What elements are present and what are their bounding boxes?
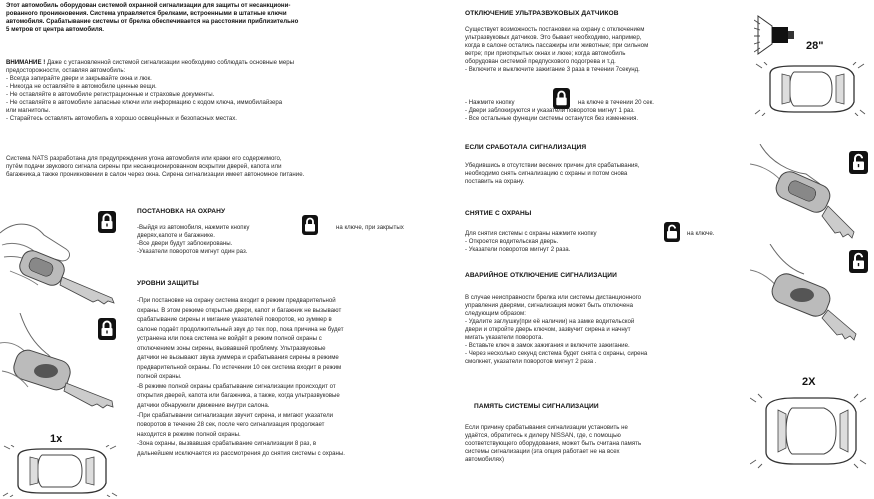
ultrasonic-line: - Все остальные функции системы останутся без изменения. [465,115,639,123]
triggered-line: поставить на охрану. [465,178,525,186]
intro-paragraph [6,2,442,34]
intro-line: 5 метров от центра автомобиля. [6,26,104,34]
lock-open-icon [849,151,868,174]
lock-closed-icon [98,211,116,233]
emergency-title: АВАРИЙНОЕ ОТКЛЮЧЕНИЕ СИГНАЛИЗАЦИИ [465,272,617,279]
ultrasonic-line: Существует возможность постановки на охрану с отключением [465,26,645,33]
ultrasonic-line: оборудован системой предпускового подогрева и т.д. [465,58,616,66]
emergency-line: управления дверями, сигнализация может быть отключена [465,302,633,310]
ultrasonic-press-a: - Нажмите кнопку [465,99,515,106]
lock-closed-icon [98,318,116,340]
triggered-line: необходимо снять сигнализацию с охраны и потом снова [465,170,628,178]
lock-badge-ultrasonic-inline [553,88,570,109]
levels-line: открытия дверей, капота или багажника, а также, когда ультразвуковые [137,392,340,400]
warning-line: Даже с установленной системой сигнализации необходимо соблюдать основные меры [46,59,295,66]
memory-line: Если причину срабатывания сигнализации установить не [465,424,628,431]
arming-line1a: -Выйдя из автомобиля, нажмите кнопку [137,224,250,231]
levels-line: -В режиме полной охраны срабатывание сигнализации происходит от [137,382,336,390]
memory-body [465,424,747,464]
arming-line: -Все двери будут заблокированы. [137,240,233,248]
car-topview-illustration-left [2,445,118,497]
arming-title: ПОСТАНОВКА НА ОХРАНУ [137,208,226,215]
warning-line: - Старайтесь оставлять автомобиль в хорошо освещённых и безопасных местах. [6,115,237,123]
lock-badge-middle [98,318,116,340]
disarm-body [465,238,747,254]
emergency-line: - Удалите заглушку(при её наличии) на замке водительской [465,318,635,326]
unlock-badge-right-middle [849,250,868,273]
levels-line: отключением зоны сирены, вызвавшей проблему. Ультразвуковые [137,344,326,352]
ultrasonic-line: - Двери заблокируются и указатели поворотов мигнут 1 раз. [465,107,635,114]
emergency-line: двери и откройте дверь ключом, зазвучит сирена и начнут [465,326,631,334]
emergency-line: - Вставьте ключ в замок зажигания и включите зажигание. [465,342,630,350]
levels-body [137,296,442,458]
emergency-line: смолкнет, указатели поворотов мигнут 2 раза . [465,358,597,366]
levels-line: дальнейшем исключается из рассмотрения до снятия системы с охраны. [137,449,345,457]
nats-line: Система NATS разработана для предупреждения угона автомобиля или кражи его содержимого, [6,155,282,162]
levels-line: датчики не вызывают звука зуммера и срабатывания сирены в режиме [137,354,339,362]
sensor-illustration [754,10,798,60]
memory-line: удаётся, обратитесь к дилеру NISSAN, где, с помощью [465,432,621,440]
emergency-body [465,294,747,366]
intro-line: автомобиля. Срабатывание системы от брелка обеспечивается на расстоянии приблизительно [6,18,299,26]
levels-line: охраны. В этом режиме открытые двери, капот и багажник не вызывают [137,306,342,314]
warning-line: - Никогда не оставляйте в автомобиле ценные вещи. [6,83,157,91]
warning-line: предосторожности, оставляя автомобиль: [6,67,126,75]
disarm-line: - Откроется водительская дверь. [465,238,559,245]
nats-line: путём подачи звукового сигнала сирены при несанкционированном вскрытии дверей, капота или [6,163,282,171]
ultrasonic-press-b: на ключе в течении 20 сек. [578,99,654,106]
levels-line: поворотов в течение 28 сек, после чего сигнализация продолжает [137,421,325,429]
warning-label: ВНИМАНИЕ ! [6,59,46,66]
memory-title: ПАМЯТЬ СИСТЕМЫ СИГНАЛИЗАЦИИ [474,403,599,410]
car-topview-illustration-right-top [754,62,866,116]
nats-line: багажника,а также проникновении в салон через окна. Сирена сигнализации имеет автономное питание. [6,171,305,179]
ultrasonic-rest [465,107,747,123]
levels-line: -При срабатывании сигнализации звучит сирена, и мигают указатели [137,411,334,419]
intro-line: рованного проникновения. Система управляется брелками, встроенными в штатные ключи [6,10,287,18]
levels-line: устранена или пока система не войдёт в режим полной охраны с [137,335,322,343]
levels-line: находится в режиме полной охраны. [137,430,241,438]
memory-line: автомобилях) [465,456,505,464]
emergency-line: В случае неисправности брелка или системы дистанционного [465,294,642,301]
flash-count-2x: 2X [802,376,816,388]
intro-line: Этот автомобиль оборудован системой охранной сигнализации для защиты от несанкциони- [6,2,291,9]
lock-open-icon [849,250,868,273]
levels-line: -При постановке на охрану система входит в режим предварительной [137,297,336,304]
ultrasonic-line: ветре; при приоткрытых окнах и люке; когда автомобиль [465,50,626,58]
warning-line: - Всегда запирайте двери и закрывайте окна и люк. [6,75,152,83]
ultrasonic-line: когда в салоне остались пассажиры или животные; при сильном [465,42,649,50]
arming-line: -Указатели поворотов мигнут один раз. [137,248,248,256]
emergency-line: - Через несколько секунд система будет снята с охраны, сирена [465,350,648,358]
warning-paragraph [6,59,442,123]
disarm-line1a: Для снятия системы с охраны нажмите кнопку [465,230,597,237]
arming-body [137,232,437,256]
disarm-title: СНЯТИЕ С ОХРАНЫ [465,210,532,217]
disarm-line1b: на ключе. [687,230,715,237]
levels-line: предварительной охраны. По истечении 10 сек система входит в режим [137,363,342,371]
triggered-body [465,162,747,186]
levels-title: УРОВНИ ЗАЩИТЫ [137,280,199,287]
disarm-line: - Указатели поворотов мигнут 2 раза. [465,246,571,254]
ultrasonic-line: ультразвуковых датчиков. Это бывает необходимо, например, [465,34,642,42]
warning-line: - Не оставляйте в автомобиле регистрационные и страховые документы. [6,91,215,99]
seconds-28-label: 28" [806,40,824,52]
nats-paragraph [6,155,444,179]
memory-line: системы сигнализации (эта опция работает не на всех [465,448,620,456]
warning-line: или магнитолы. [6,107,51,115]
warning-line: - Не оставляйте в автомобиле запасные ключи или информацию с кодом ключа, иммобилайзера [6,99,283,107]
arming-line1b: на ключе, при закрытых [336,224,404,231]
emergency-line: следующим образом: [465,310,526,318]
triggered-title: ЕСЛИ СРАБОТАЛА СИГНАЛИЗАЦИЯ [465,144,587,151]
ultrasonic-title: ОТКЛЮЧЕНИЕ УЛЬТРАЗВУКОВЫХ ДАТЧИКОВ [465,10,619,17]
lock-badge-top [98,211,116,233]
levels-line: срабатывание сирены и мигание указателей поворотов, но зуммер в [137,316,332,324]
memory-line: соответствующего оборудования, может быть считана память [465,440,642,448]
flash-count-1x: 1x [50,433,63,445]
ultrasonic-line: - Включите и выключите зажигание 3 раза в течении 7секунд. [465,66,640,74]
unlock-badge-right-top [849,151,868,174]
levels-line: салоне подаёт продолжительный звук до тех пор, пока причина не будет [137,325,344,333]
emergency-line: мигать указатели поворота. [465,334,544,342]
levels-line: датчики обнаружили движение внутри салона. [137,402,270,410]
lock-closed-icon [553,88,570,109]
triggered-line: Убедившись в отсутствии весених причин для срабатывания, [465,162,640,169]
levels-line: полной охраны. [137,373,182,381]
ultrasonic-body [465,26,747,74]
levels-line: -Зона охраны, вызвавшая срабатывание сигнализации 8 раз, в [137,440,317,448]
car-topview-illustration-right-bottom [750,388,868,474]
arming-line: дверях,капоте и багажнике. [137,232,215,239]
